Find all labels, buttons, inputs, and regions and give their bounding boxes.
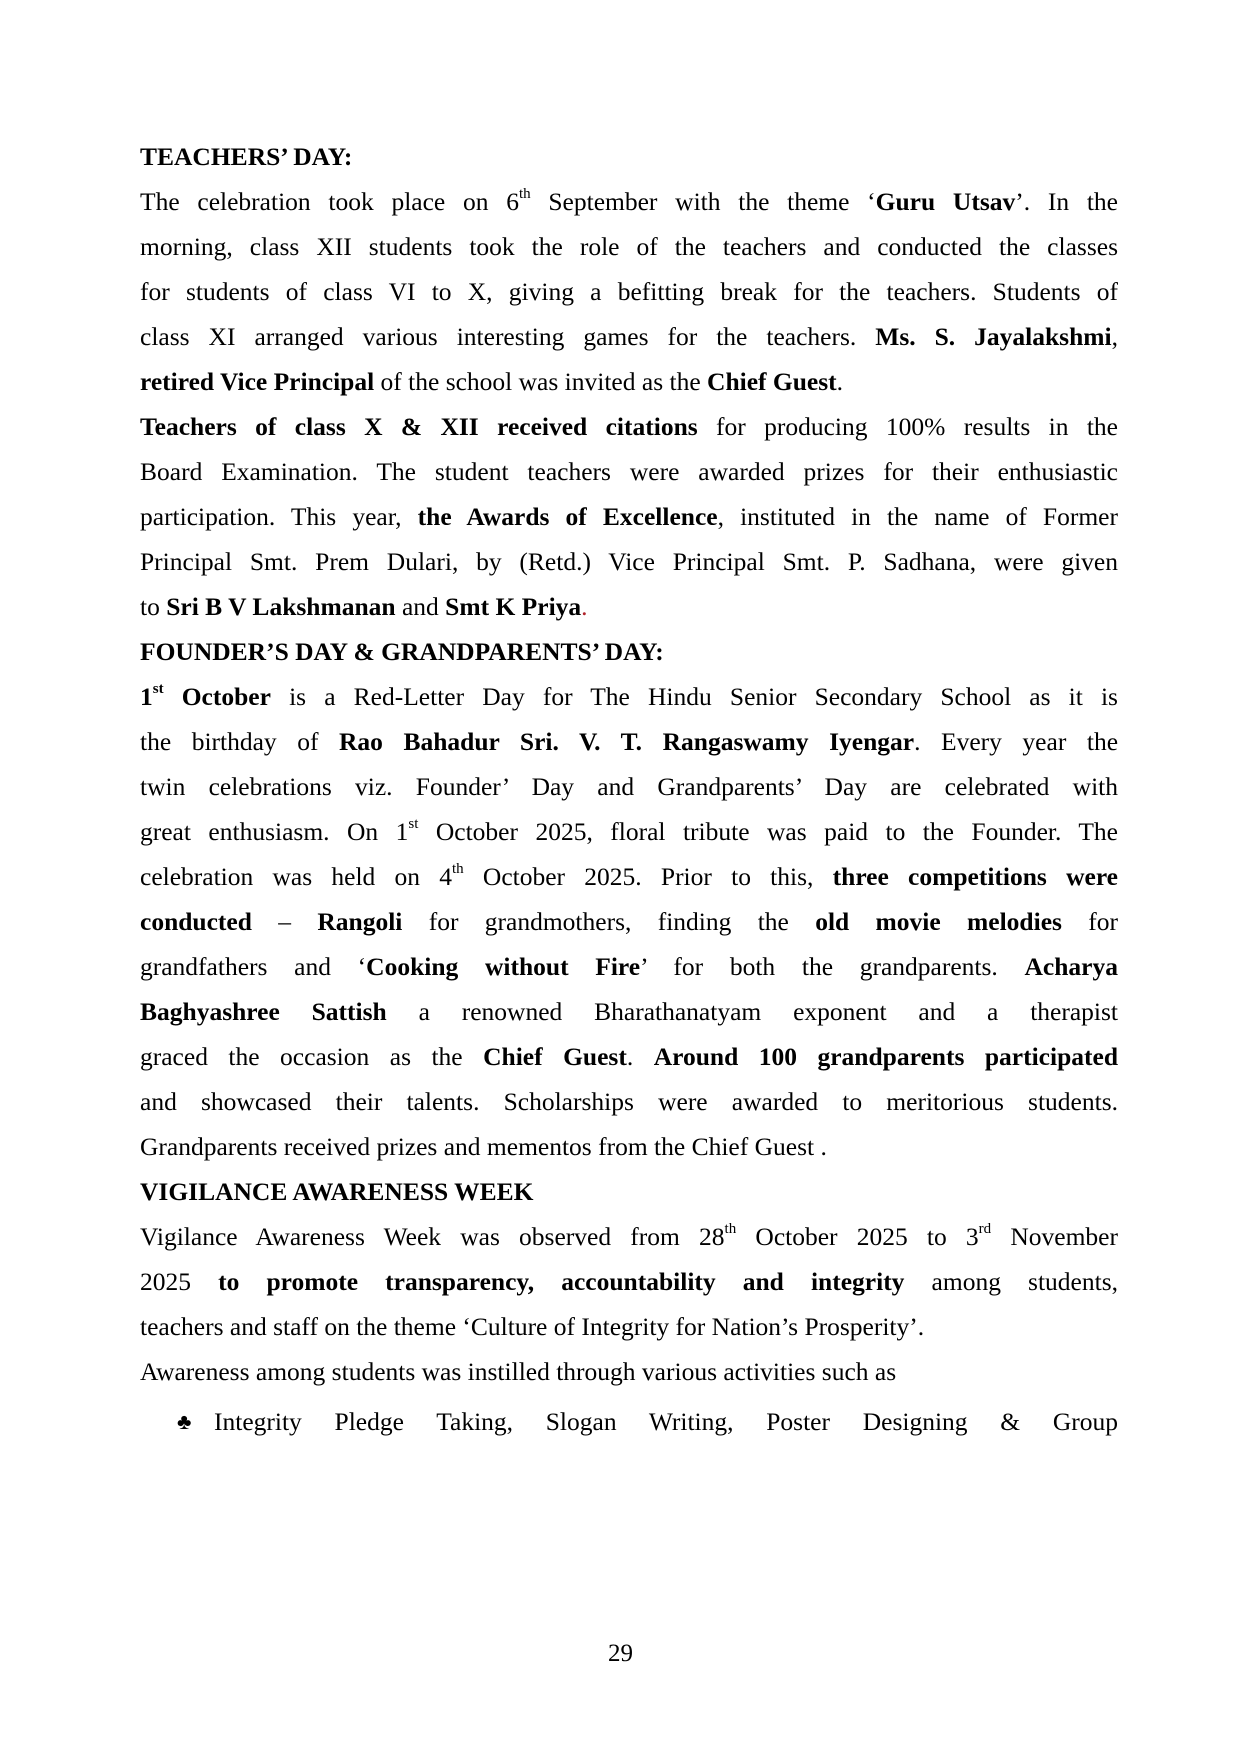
paragraph-line: the birthday of Rao Bahadur Sri. V. T. Rangaswamy Iyengar. Every year the bbox=[140, 727, 1119, 756]
paragraph-line: Baghyashree Sattish a renowned Bharathanatyam exponent and a therapist bbox=[140, 997, 1118, 1026]
paragraph-line: 1st October is a Red-Letter Day for The Hindu Senior Secondary School as it is bbox=[140, 680, 1118, 711]
paragraph-line: Awareness among students was instilled through various activities such as bbox=[140, 1357, 897, 1386]
paragraph-line: The celebration took place on 6th September with the theme ‘Guru Utsav’. In the bbox=[140, 185, 1118, 216]
paragraph-line: twin celebrations viz. Founder’ Day and Grandparents’ Day are celebrated with bbox=[140, 772, 1118, 801]
paragraph-line: retired Vice Principal of the school was invited as the Chief Guest. bbox=[140, 367, 844, 396]
bullet-item: ♣ Integrity Pledge Taking, Slogan Writing, Poster Designing & Group bbox=[214, 1397, 1118, 1447]
paragraph-line: and showcased their talents. Scholarships were awarded to meritorious students. bbox=[140, 1087, 1118, 1116]
paragraph-line: grandfathers and ‘Cooking without Fire’ for both the grandparents. Acharya bbox=[140, 952, 1118, 981]
paragraph-line: great enthusiasm. On 1st October 2025, floral tribute was paid to the Founder. The bbox=[140, 815, 1119, 846]
page-number: 29 bbox=[608, 1640, 633, 1667]
heading-founders-day: FOUNDER’S DAY & GRANDPARENTS’ DAY: bbox=[140, 637, 664, 666]
paragraph-line: celebration was held on 4th October 2025. Prior to this, three competitions were bbox=[140, 860, 1118, 891]
paragraph-line: participation. This year, the Awards of Excellence, instituted in the name of Former bbox=[140, 502, 1118, 531]
paragraph-line: Teachers of class X & XII received citations for producing 100% results in the bbox=[140, 412, 1118, 441]
paragraph-line: conducted – Rangoli for grandmothers, finding the old movie melodies for bbox=[140, 907, 1119, 936]
club-bullet-icon: ♣ bbox=[177, 1409, 192, 1434]
paragraph-line: Vigilance Awareness Week was observed from 28th October 2025 to 3rd November bbox=[140, 1220, 1118, 1251]
paragraph-line: morning, class XII students took the role of the teachers and conducted the classes bbox=[140, 232, 1118, 261]
paragraph-line: to Sri B V Lakshmanan and Smt K Priya. bbox=[140, 592, 588, 621]
paragraph-line: 2025 to promote transparency, accountability and integrity among students, bbox=[140, 1267, 1118, 1296]
paragraph-line: Board Examination. The student teachers were awarded prizes for their enthusiastic bbox=[140, 457, 1118, 486]
paragraph-line: Principal Smt. Prem Dulari, by (Retd.) Vice Principal Smt. P. Sadhana, were given bbox=[140, 547, 1118, 576]
paragraph-line: for students of class VI to X, giving a befitting break for the teachers. Students of bbox=[140, 277, 1118, 306]
paragraph-line: teachers and staff on the theme ‘Culture of Integrity for Nation’s Prosperity’. bbox=[140, 1312, 925, 1341]
heading-teachers-day: TEACHERS’ DAY: bbox=[140, 142, 353, 171]
paragraph-line: Grandparents received prizes and mementos from the Chief Guest . bbox=[140, 1132, 827, 1161]
paragraph-line: class XI arranged various interesting games for the teachers. Ms. S. Jayalakshmi, bbox=[140, 322, 1118, 351]
paragraph-line: graced the occasion as the Chief Guest. Around 100 grandparents participated bbox=[140, 1042, 1118, 1071]
heading-vigilance-week: VIGILANCE AWARENESS WEEK bbox=[140, 1177, 534, 1206]
